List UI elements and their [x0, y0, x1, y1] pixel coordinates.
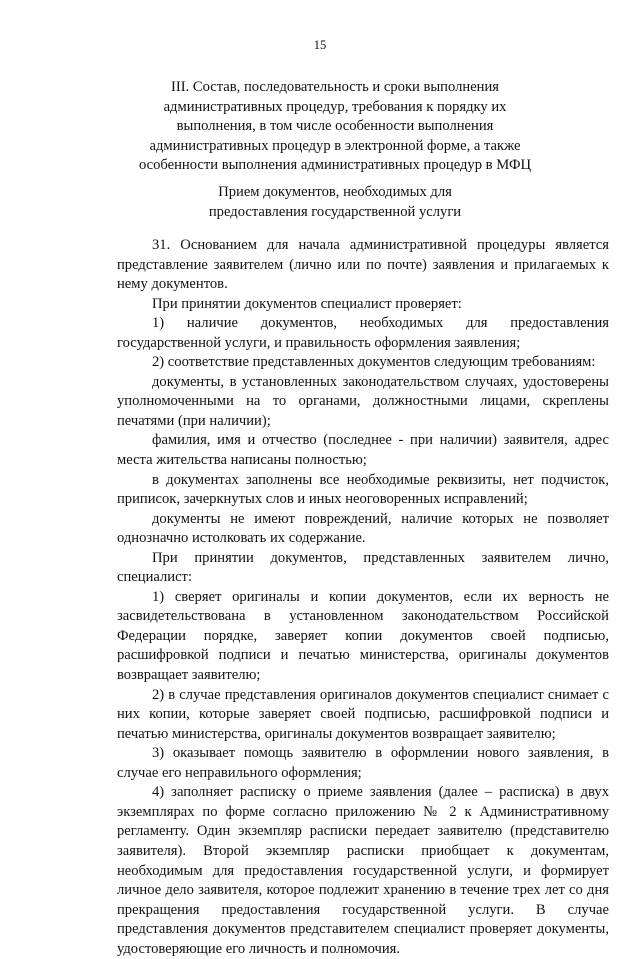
paragraph: документы, в установленных законодательством случаях, удостоверены уполномоченными на то органами, должностными лицами, скреплены печатями (при наличии);: [117, 373, 609, 429]
section-heading-line: III. Состав, последовательность и сроки выполнения: [170, 79, 500, 95]
paragraph: документы не имеют повреждений, наличие которых не позволяет однозначно истолковать их содержание.: [117, 510, 609, 547]
paragraph: 3) оказывает помощь заявителю в оформлении нового заявления, в случае его неправильного оформления;: [117, 745, 609, 781]
paragraph: 1) сверяет оригиналы и копии документов, если их верность не засвидетельствована в установленном законодательством Российской Федерации порядке, заверяет копии документов своей подписью, расшифровкой подписи и печатью министерства, оригиналы документов возвращает заявителю;: [117, 588, 609, 684]
paragraph: в документах заполнены все необходимые реквизиты, нет подчисток, приписок, зачеркнутых слов и иных неоговоренных исправлений;: [117, 471, 609, 508]
section-heading: [100, 78, 570, 176]
subsection-heading: [100, 183, 570, 222]
document-body: [117, 236, 609, 959]
paragraph: При принятии документов специалист проверяет:: [152, 295, 462, 312]
paragraph: фамилия, имя и отчество (последнее - при наличии) заявителя, адрес места жительства написаны полностью;: [117, 432, 609, 469]
page-number: 15: [313, 38, 327, 52]
subsection-heading-line: предоставления государственной услуги: [208, 203, 462, 220]
section-heading-line: административных процедур, требования к порядку их: [163, 98, 507, 115]
paragraph: 4) заполняет расписку о приеме заявления (далее – расписка) в двух экземплярах по форме согласно приложению № 2 к Административному регламенту. Один экземпляр расписки передает заявителю (представителю заявителя). Второй экземпляр расписки приобщает к документам, необходимым для предоставления государственной услуги, и формирует личное дело заявителя, которое подлежит хранению в течение трех лет со дня прекращения предоставления государственной услуги. В случае представления документов представителем специалист проверяет документы, удостоверяющие его личность и полномочия.: [117, 784, 609, 957]
subsection-heading-line: Прием документов, необходимых для: [218, 184, 452, 200]
paragraph: 31. Основанием для начала административной процедуры является представление заявителем (лично или по почте) заявления и прилагаемых к нему документов.: [117, 237, 609, 293]
paragraph: 2) соответствие представленных документов следующим требованиям:: [152, 354, 596, 371]
section-heading-line: административных процедур в электронной форме, а также: [149, 137, 521, 154]
paragraph: 2) в случае представления оригиналов документов специалист снимает с них копии, которые заверяет своей подписью, расшифровкой подписи и печатью министерства, оригиналы документов возвращает заявителю;: [117, 686, 609, 742]
section-heading-line: выполнения, в том числе особенности выполнения: [176, 118, 494, 135]
section-heading-line: особенности выполнения административных процедур в МФЦ: [138, 157, 532, 174]
paragraph: 1) наличие документов, необходимых для предоставления государственной услуги, и правильность оформления заявления;: [117, 315, 609, 351]
paragraph: При принятии документов, представленных заявителем лично, специалист:: [117, 549, 609, 586]
